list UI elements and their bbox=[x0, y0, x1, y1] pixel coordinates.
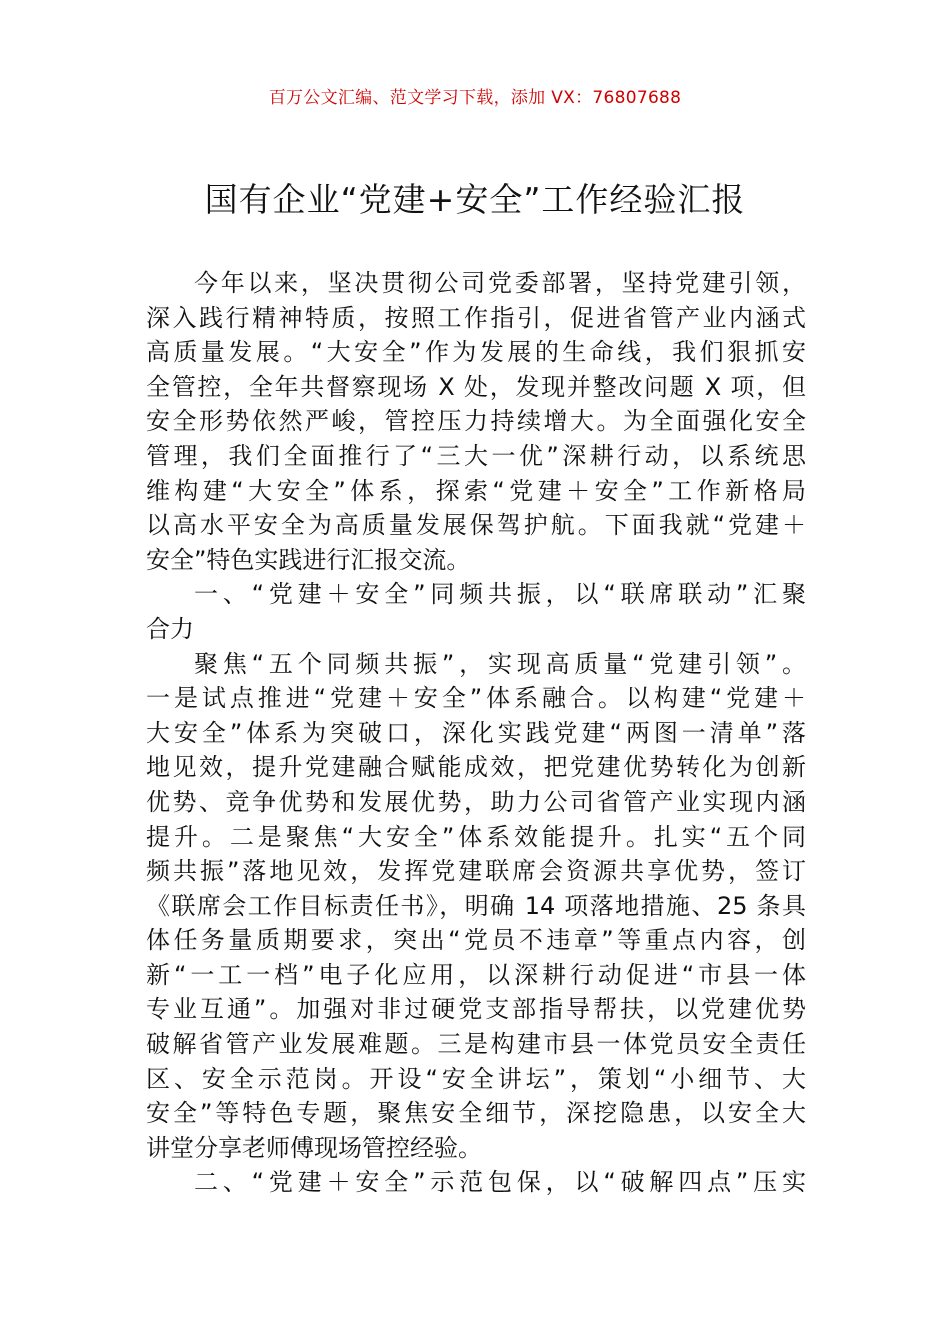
paragraph-line: 安全”特色实践进行汇报交流。 bbox=[146, 545, 471, 574]
paragraph-line: 高质量发展。“大安全”作为发展的生命线，我们狠抓安 bbox=[146, 338, 806, 367]
document-body bbox=[146, 266, 806, 1200]
paragraph-line: 安全形势依然严峻，管控压力持续增大。为全面强化安全 bbox=[146, 407, 806, 436]
paragraph-line: 破解省管产业发展难题。三是构建市县一体党员安全责任 bbox=[146, 1030, 806, 1059]
paragraph-line: 管理，我们全面推行了“三大一优”深耕行动，以系统思 bbox=[146, 441, 806, 470]
paragraph-line: 今年以来，坚决贯彻公司党委部署，坚持党建引领， bbox=[194, 269, 806, 297]
paragraph-line: 体任务量质期要求，突出“党员不违章”等重点内容，创 bbox=[146, 926, 806, 955]
paragraph-line: 深入践行精神特质，按照工作指引，促进省管产业内涵式 bbox=[146, 303, 806, 332]
paragraph-line: 新“一工一档”电子化应用，以深耕行动促进“市县一体 bbox=[146, 960, 806, 989]
paragraph-line: 聚焦“五个同频共振”，实现高质量“党建引领”。 bbox=[194, 649, 806, 678]
section-heading-line: 合力 bbox=[146, 614, 194, 643]
paragraph-line: 大安全”体系为突破口，深化实践党建“两图一清单”落 bbox=[146, 718, 806, 747]
paragraph-line: 专业互通”。加强对非过硬党支部指导帮扶，以党建优势 bbox=[146, 995, 806, 1024]
paragraph-line: 优势、竞争优势和发展优势，助力公司省管产业实现内涵 bbox=[146, 787, 806, 816]
paragraph-line: 安全”等特色专题，聚焦安全细节，深挖隐患，以安全大 bbox=[146, 1099, 806, 1128]
section-heading-line: 二、“党建＋安全”示范包保，以“破解四点”压实 bbox=[194, 1168, 806, 1197]
paragraph-line: 一是试点推进“党建＋安全”体系融合。以构建“党建＋ bbox=[146, 684, 806, 713]
paragraph-line: 频共振”落地见效，发挥党建联席会资源共享优势，签订 bbox=[146, 857, 806, 886]
paragraph-line: 以高水平安全为高质量发展保驾护航。下面我就“党建＋ bbox=[146, 511, 806, 540]
paragraph-line: 区、安全示范岗。开设“安全讲坛”，策划“小细节、大 bbox=[146, 1064, 806, 1093]
paragraph-line: 维构建“大安全”体系，探索“党建＋安全”工作新格局 bbox=[146, 476, 806, 505]
paragraph-line: 地见效，提升党建融合赋能成效，把党建优势转化为创新 bbox=[146, 753, 806, 782]
paragraph-line: 《联席会工作目标责任书》，明确 14 项落地措施、25 条具 bbox=[146, 891, 806, 920]
paragraph-line: 提升。二是聚焦“大安全”体系效能提升。扎实“五个同 bbox=[146, 822, 806, 851]
paragraph-line: 全管控，全年共督察现场 X 处，发现并整改问题 X 项，但 bbox=[146, 372, 806, 401]
page-title: 国有企业“党建+安全”工作经验汇报 bbox=[204, 180, 746, 219]
section-heading-line: 一、“党建＋安全”同频共振，以“联席联动”汇聚 bbox=[194, 580, 806, 609]
paragraph-line: 讲堂分享老师傅现场管控经验。 bbox=[146, 1133, 482, 1162]
watermark-header: 百万公文汇编、范文学习下载，添加 VX：76807688 bbox=[268, 88, 682, 108]
